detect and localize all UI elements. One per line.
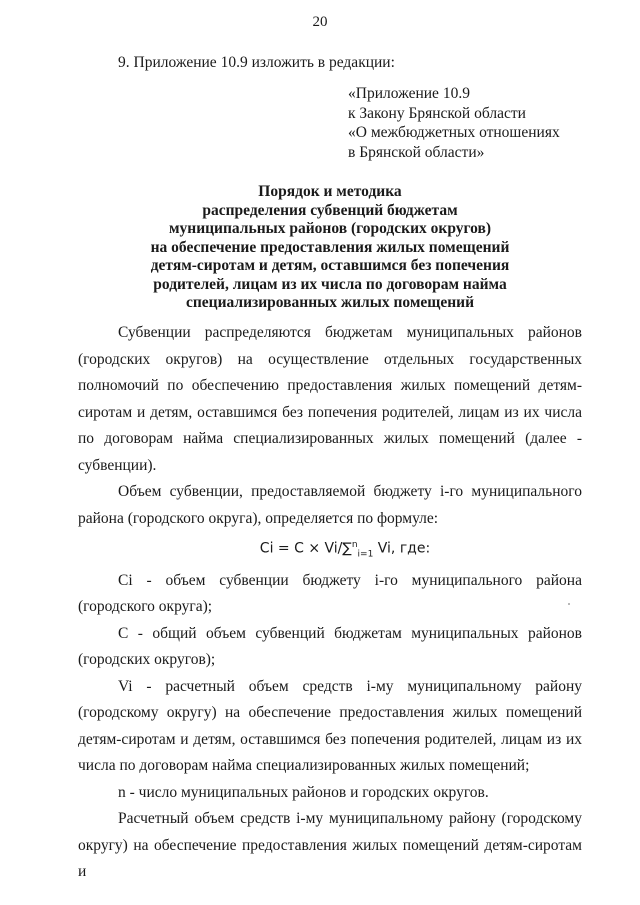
definition-c: C - общий объем субвенций бюджетам муниципальных районов (городских округов); <box>78 624 582 669</box>
title-line: муниципальных районов (городских округов) <box>168 220 492 237</box>
annex-header <box>348 84 560 162</box>
amendment-intro: 9. Приложение 10.9 изложить в редакции: <box>118 54 395 71</box>
title-line: детям-сиротам и детям, оставшимся без попечения <box>150 257 510 274</box>
definition-vi: Vi - расчетный объем средств i-му муниципальному району (городскому округу) на обеспечение предоставления жилых помещений детям-сиротам и детям, оставшимся без попечения родителей, лицам из их числа по договорам найма специализированных жилых помещений; <box>78 677 582 775</box>
title-line: распределения субвенций бюджетам <box>202 201 458 219</box>
annex-line: в Брянской области» <box>348 143 485 161</box>
formula-rhs: Vi, где: <box>373 540 431 557</box>
sum-lower-limit: i=1 <box>357 549 374 560</box>
paragraph-formula-intro: Объем субвенции, предоставляемой бюджету i-го муниципального района (городского округа), определяется по формуле: <box>78 483 582 527</box>
title-line: специализированных жилых помещений <box>185 294 475 311</box>
sum-sign: ∑ <box>342 540 352 557</box>
title-line: Порядок и методика <box>258 183 402 200</box>
document-title <box>60 183 600 313</box>
formula <box>78 532 582 568</box>
paragraph-subventions: Субвенции распределяются бюджетам муниципальных районов (городских округов) на осуществление отдельных государственных полномочий по обеспечению предоставления жилых помещений детям-сиротам и детям, оставшимся без попечения родителей, лицам из их числа по договорам найма специализированных жилых помещений (далее - субвенции). <box>78 324 582 474</box>
title-line: родителей, лицам из их числа по договорам найма <box>153 275 507 293</box>
annex-line: к Закону Брянской области <box>348 104 526 122</box>
annex-line: «Приложение 10.9 <box>348 85 470 102</box>
definition-n: n - число муниципальных районов и городских округов. <box>118 783 489 801</box>
sum-upper-limit: n <box>351 540 358 550</box>
scan-speck <box>568 603 570 605</box>
page-number: 20 <box>312 14 328 30</box>
document-body <box>78 320 582 886</box>
title-line: на обеспечение предоставления жилых помещений <box>150 238 510 256</box>
paragraph-estimated-volume: Расчетный объем средств i-му муниципальному району (городскому округу) на обеспечение предоставления жилых помещений детям-сиротам и <box>78 810 582 881</box>
definition-ci: Ci - объем субвенции бюджету i-го муниципального района (городского округа); <box>78 571 582 616</box>
formula-lhs: Ci = C × Vi/ <box>259 540 343 557</box>
annex-line: «О межбюджетных отношениях <box>348 124 560 141</box>
